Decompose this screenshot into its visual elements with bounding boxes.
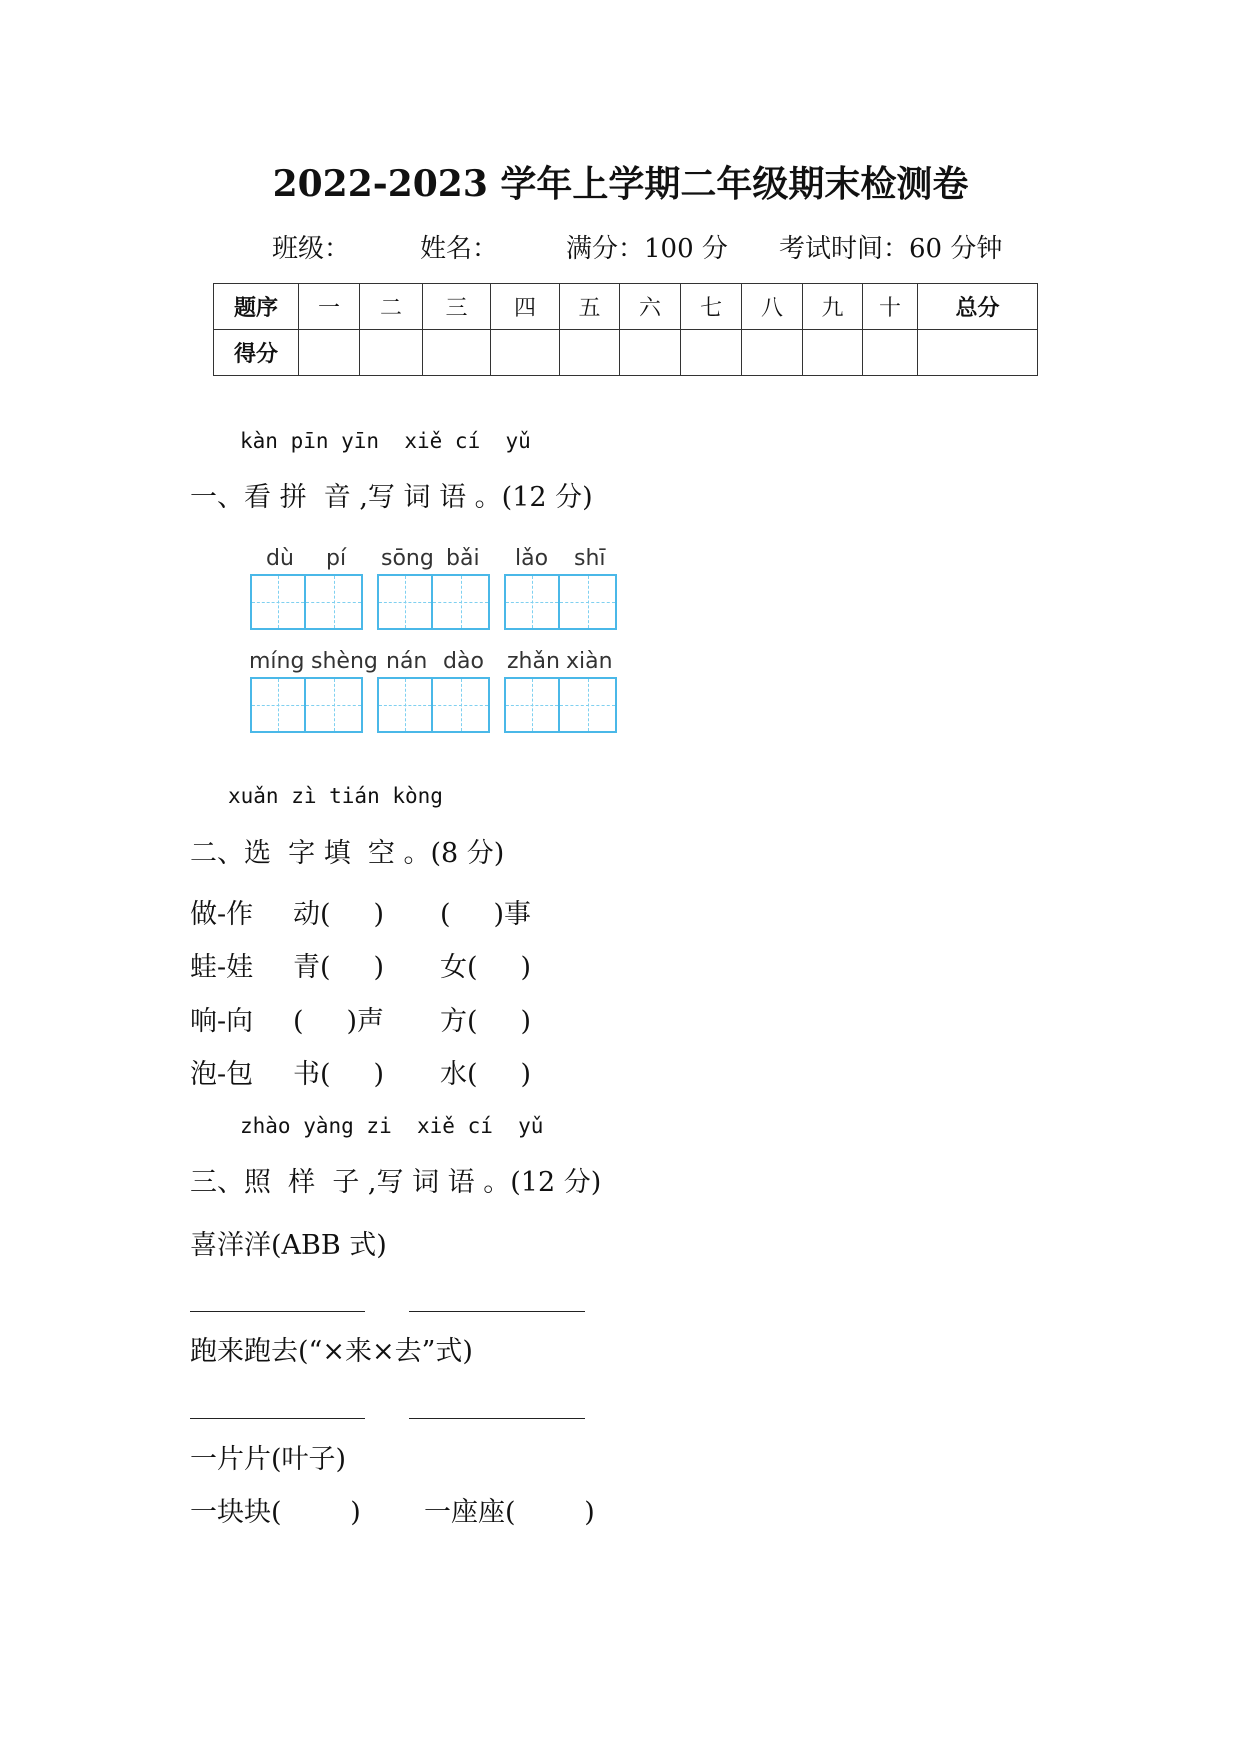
column-header: 五	[560, 284, 620, 330]
fill-blank[interactable]: 青( )	[293, 952, 384, 983]
grid-pinyin: nán	[386, 649, 428, 674]
writing-grid[interactable]	[250, 677, 363, 733]
grid-pinyin: lǎo	[515, 546, 549, 571]
char-pair: 做-作	[190, 899, 254, 930]
grid-pinyin: dào	[443, 649, 484, 674]
section3-heading: 三、照 样 子 ,写 词 语 。(12 分)	[190, 1167, 602, 1198]
score-cell[interactable]	[620, 330, 681, 376]
grid-pinyin: zhǎn	[507, 649, 560, 674]
grid-pinyin: shèng	[311, 649, 378, 674]
score-cell[interactable]	[863, 330, 918, 376]
section3-pinyin: zhào yàng zi xiě cí yǔ	[240, 1114, 544, 1138]
column-header: 四	[491, 284, 560, 330]
column-header: 七	[681, 284, 742, 330]
column-header: 二	[360, 284, 423, 330]
fill-blank[interactable]: ( )事	[440, 899, 531, 930]
example-pianpian: 一片片(叶子)	[190, 1444, 347, 1475]
writing-grid[interactable]	[504, 677, 617, 733]
writing-grid[interactable]	[250, 574, 363, 630]
score-cell[interactable]	[742, 330, 803, 376]
column-header: 三	[423, 284, 491, 330]
grid-pinyin: shī	[574, 546, 606, 571]
writing-grid[interactable]	[377, 677, 490, 733]
section1-pinyin: kàn pīn yīn xiě cí yǔ	[240, 429, 531, 453]
char-pair: 响-向	[190, 1006, 254, 1037]
answer-line[interactable]	[409, 1311, 585, 1312]
example-abb: 喜洋洋(ABB 式)	[190, 1230, 387, 1261]
answer-line[interactable]	[190, 1311, 365, 1312]
score-cell[interactable]	[423, 330, 491, 376]
name-label: 姓名：	[420, 234, 499, 264]
fill-blank[interactable]: 书( )	[293, 1059, 384, 1090]
column-header: 九	[803, 284, 863, 330]
section2-heading: 二、选 字 填 空 。(8 分)	[190, 838, 505, 869]
column-header: 八	[742, 284, 803, 330]
fill-blank[interactable]: ( )声	[293, 1006, 384, 1037]
page-title: 2022-2023 学年上学期二年级期末检测卷	[272, 163, 969, 205]
score-label: 得分	[214, 330, 299, 376]
writing-grid[interactable]	[504, 574, 617, 630]
example-x-lai-x-qu: 跑来跑去(“×来×去”式)	[190, 1336, 473, 1367]
grid-pinyin: xiàn	[566, 649, 613, 674]
writing-grid[interactable]	[377, 574, 490, 630]
total-label: 总分	[918, 284, 1038, 330]
table-row	[214, 284, 1038, 330]
grid-pinyin: dù	[266, 546, 294, 571]
char-pair: 泡-包	[190, 1059, 254, 1090]
fill-blank[interactable]: 一块块( )	[190, 1497, 361, 1528]
fill-blank[interactable]: 水( )	[440, 1059, 531, 1090]
score-cell[interactable]	[299, 330, 360, 376]
score-cell[interactable]	[491, 330, 560, 376]
score-cell[interactable]	[918, 330, 1038, 376]
full-score: 满分：100 分	[566, 234, 728, 264]
answer-line[interactable]	[409, 1418, 585, 1419]
answer-line[interactable]	[190, 1418, 365, 1419]
column-header: 一	[299, 284, 360, 330]
score-cell[interactable]	[681, 330, 742, 376]
section2-pinyin: xuǎn zì tián kòng	[228, 784, 443, 808]
score-cell[interactable]	[360, 330, 423, 376]
section1-heading: 一、看 拼 音 ,写 词 语 。(12 分)	[190, 482, 593, 513]
exam-time: 考试时间：60 分钟	[779, 234, 1003, 264]
fill-blank[interactable]: 动( )	[293, 899, 384, 930]
score-cell[interactable]	[803, 330, 863, 376]
score-table	[213, 283, 1038, 376]
header-label: 题序	[214, 284, 299, 330]
fill-blank[interactable]: 一座座( )	[424, 1497, 595, 1528]
column-header: 六	[620, 284, 681, 330]
class-label: 班级：	[272, 234, 351, 264]
grid-pinyin: sōng	[381, 546, 434, 571]
char-pair: 蛙-娃	[190, 952, 254, 983]
table-row	[214, 330, 1038, 376]
grid-pinyin: míng	[249, 649, 305, 674]
fill-blank[interactable]: 方( )	[440, 1006, 531, 1037]
fill-blank[interactable]: 女( )	[440, 952, 531, 983]
column-header: 十	[863, 284, 918, 330]
score-cell[interactable]	[560, 330, 620, 376]
grid-pinyin: bǎi	[446, 546, 480, 571]
grid-pinyin: pí	[326, 546, 347, 571]
